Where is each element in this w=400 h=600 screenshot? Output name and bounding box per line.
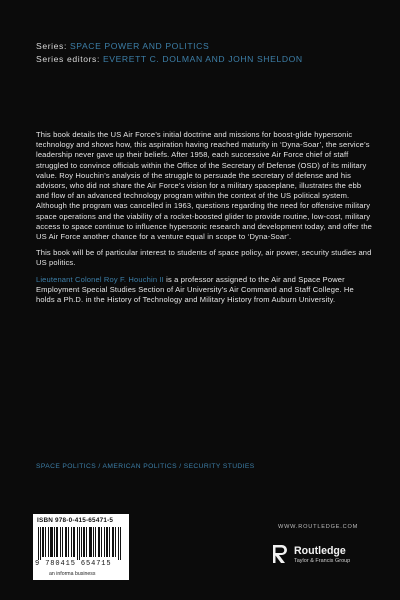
author-bio [36,275,374,306]
subject-categories: SPACE POLITICS / AMERICAN POLITICS / SECURITY STUDIES [36,463,255,470]
series-editors-line [36,53,303,66]
informa-tagline: an informa business [49,571,96,577]
series-line [36,40,303,53]
barcode-panel [33,514,129,580]
series-info [36,40,303,66]
back-cover-blurb [36,130,374,311]
series-editors-label: Series editors: [36,54,100,64]
author-bio-text: is a professor assigned to the Air and Space Power Employment Special Studies Section of Air University’s Air Command and Staff College. He holds a Ph.D. in the History of Technology and Military History from Auburn University. [36,274,354,305]
author-name: Lieutenant Colonel Roy F. Houchin II [36,274,164,284]
barcode-digits: 9 780415 654715 [35,560,112,568]
series-editors: EVERETT C. DOLMAN AND JOHN SHELDON [102,54,303,64]
routledge-logo-icon [270,543,290,565]
series-name: SPACE POWER AND POLITICS [69,41,210,51]
barcode-image [38,527,124,560]
publisher-name: Routledge [294,545,346,557]
series-label: Series: [36,41,67,51]
blurb-paragraph-1: This book details the US Air Force’s initial doctrine and missions for boost-glide hypersonic technology and shows how, this aspiration having reached maturity in ‘Dyna-Soar’, the service’s leadership never gave up their beliefs. After 1958, each successive Air Force chief of staff struggled to convince officials within the Office of the Secretary of Defense (OSD) of its military value. Roy Houchin’s analysis of the struggle to persuade the secretary of defense and his advisors, who did not share the Air Force’s vision for a military spaceplane, illustrates the ebb and flow of an advanced technology program within the context of the US political system. Although the program was cancelled in 1963, questions regarding the need for offensive military space operations and the viability of a rocket-boosted glider to provide routine, low-cost, military access to space continue to influence hypersonic research and development today, and offer the US Air Force another chance for a venture equal in scope to ‘Dyna-Soar’. [36,130,373,242]
isbn-label: ISBN 978-0-415-65471-5 [37,517,114,524]
publisher-group: Taylor & Francis Group [294,558,351,564]
blurb-paragraph-2: This book will be of particular interest to students of space policy, air power, security studies and US politics. [36,248,372,268]
publisher-url: WWW.ROUTLEDGE.COM [278,524,359,530]
